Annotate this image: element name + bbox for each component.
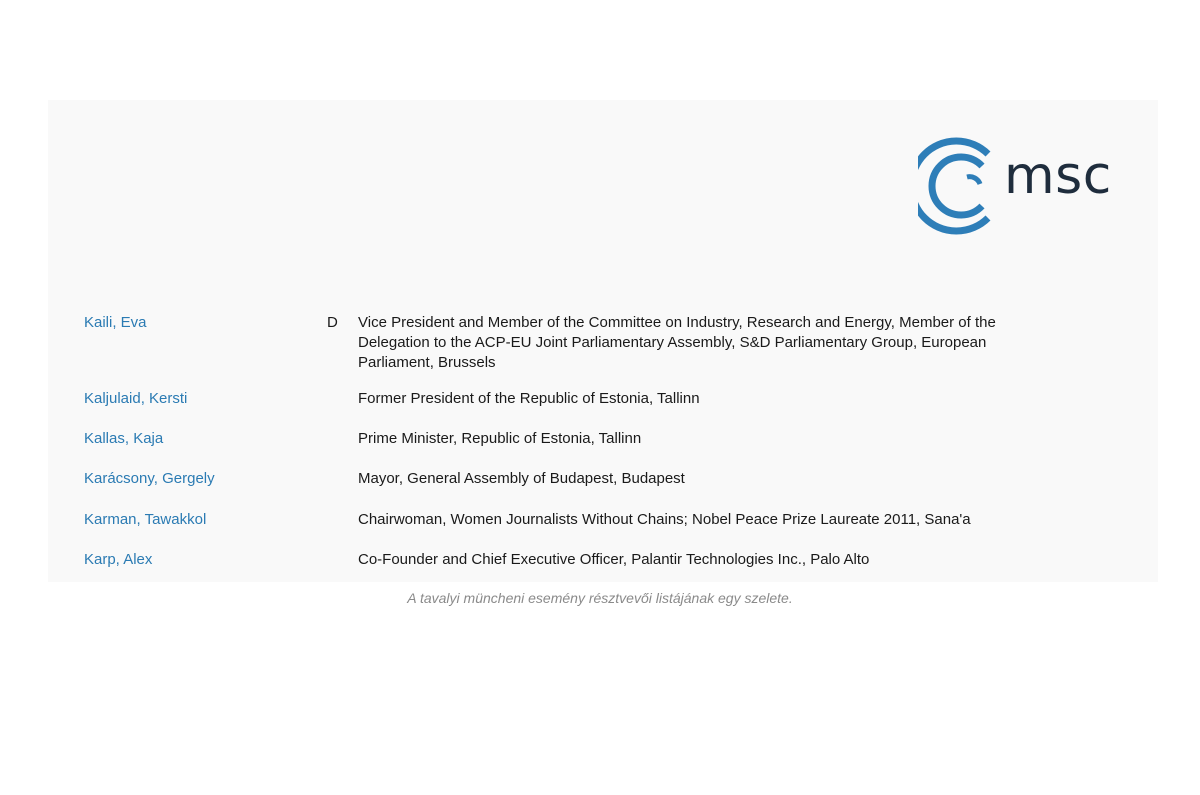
participant-description: Co-Founder and Chief Executive Officer, Palantir Technologies Inc., Palo Alto	[358, 551, 870, 568]
msc-logo	[918, 134, 1128, 238]
participant-name: Karp, Alex	[84, 551, 153, 568]
participant-description: Vice President and Member of the Committee on Industry, Research and Energy, Member of the Delegation to the ACP-EU Joint Parliamentary Assembly, S&D Parliamentary Group, European Parliament, Brussels	[358, 314, 996, 371]
msc-logo-text: msc	[1004, 146, 1112, 206]
participant-description: Mayor, General Assembly of Budapest, Budapest	[358, 470, 685, 487]
participant-name: Kaili, Eva	[84, 314, 147, 331]
participant-description: Prime Minister, Republic of Estonia, Tallinn	[358, 430, 642, 447]
image-caption: A tavalyi müncheni esemény résztvevői listájának egy szelete.	[407, 590, 793, 606]
participant-name: Kallas, Kaja	[84, 430, 164, 447]
participant-description: Former President of the Republic of Estonia, Tallinn	[358, 390, 700, 407]
participant-name: Karácsony, Gergely	[84, 470, 215, 487]
participant-name: Kaljulaid, Kersti	[84, 390, 188, 407]
msc-ring-icon	[918, 134, 1004, 238]
participant-description: Chairwoman, Women Journalists Without Chains; Nobel Peace Prize Laureate 2011, Sana'a	[358, 511, 971, 528]
participant-name: Karman, Tawakkol	[84, 511, 207, 528]
participant-tag: D	[327, 314, 338, 331]
